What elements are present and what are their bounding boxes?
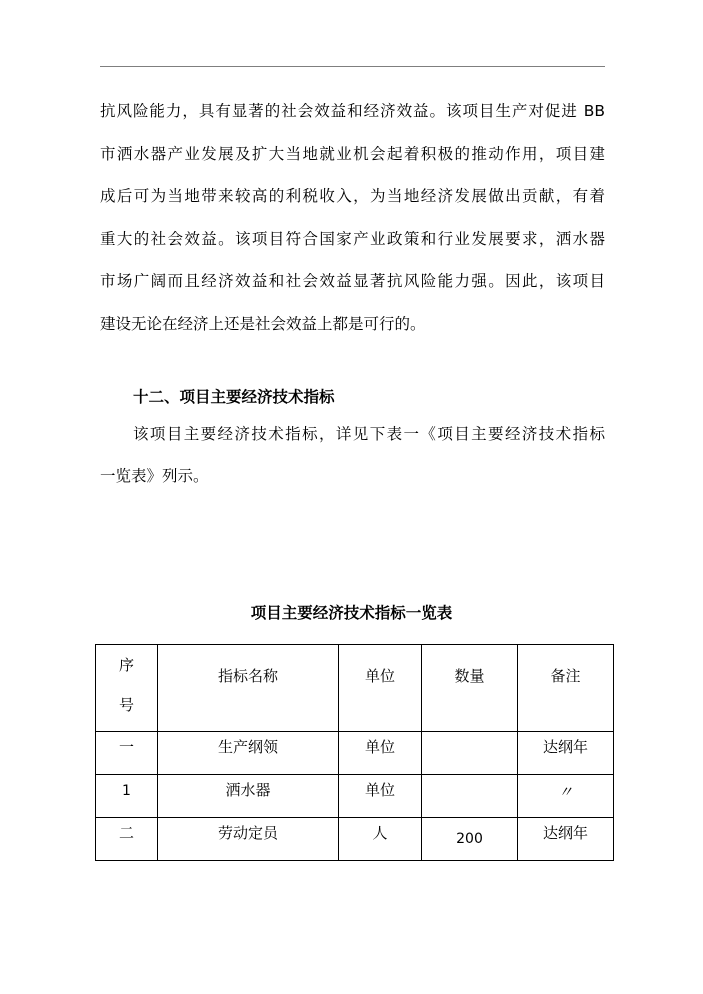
cell-no: 二 (96, 818, 158, 861)
table-row (96, 775, 614, 818)
intro-line: 一览表》列示。 (100, 467, 209, 485)
body-line: 成后可为当地带来较高的利税收入，为当地经济发展做出贡献，有着 (100, 187, 605, 206)
cell-name: 劳动定员 (158, 818, 339, 861)
body-line: 建设无论在经济上还是社会效益上都是可行的。 (100, 314, 426, 333)
body-paragraph (100, 90, 605, 346)
header-note: 备注 (518, 645, 614, 732)
table-row (96, 818, 614, 861)
body-line: 市洒水器产业发展及扩大当地就业机会起着积极的推动作用，项目建 (100, 144, 605, 163)
indicators-table (95, 644, 614, 861)
header-unit: 单位 (339, 645, 422, 732)
header-qty: 数量 (422, 645, 518, 732)
cell-qty (422, 775, 518, 818)
cell-no: 1 (96, 775, 158, 818)
table-header-row (96, 645, 614, 732)
cell-unit: 单位 (339, 732, 422, 775)
cell-no: 一 (96, 732, 158, 775)
body-line: 市场广阔而且经济效益和社会效益显著抗风险能力强。因此，该项目 (100, 272, 605, 291)
header-name: 指标名称 (158, 645, 339, 732)
header-no (96, 645, 158, 732)
cell-note: 达纲年 (518, 732, 614, 775)
intro-paragraph (100, 413, 605, 497)
cell-note: 〃 (518, 775, 614, 818)
table-title: 项目主要经济技术指标一览表 (250, 604, 453, 622)
cell-qty: 200 (422, 818, 518, 861)
cell-unit: 单位 (339, 775, 422, 818)
intro-line: 该项目主要经济技术指标，详见下表一《项目主要经济技术指标 (133, 425, 605, 443)
header-rule (100, 66, 605, 67)
cell-name: 生产纲领 (158, 732, 339, 775)
body-line: 重大的社会效益。该项目符合国家产业政策和行业发展要求，洒水器 (100, 229, 605, 248)
cell-note: 达纲年 (518, 818, 614, 861)
header-no-top: 序 (118, 656, 134, 674)
table-row (96, 732, 614, 775)
cell-name: 洒水器 (158, 775, 339, 818)
cell-unit: 人 (339, 818, 422, 861)
header-no-bottom: 号 (118, 696, 134, 714)
section-heading: 十二、项目主要经济技术指标 (133, 388, 335, 406)
cell-qty (422, 732, 518, 775)
body-line: 抗风险能力，具有显著的社会效益和经济效益。该项目生产对促进 BB (100, 102, 605, 120)
